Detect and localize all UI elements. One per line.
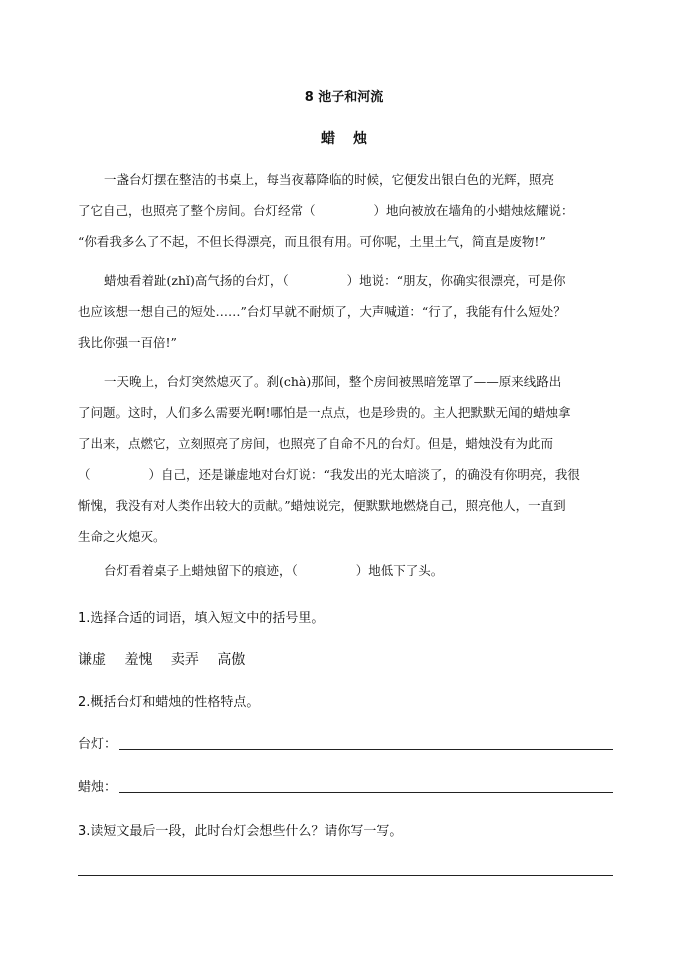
paragraph-line: 我比你强一百倍!” <box>78 335 177 350</box>
text-segment: ）地低下了头。 <box>355 563 444 578</box>
paragraph-line: 一盏台灯摆在整洁的书桌上，每当夜幕降临的时候，它便发出银白色的光辉，照亮 <box>104 172 555 187</box>
paragraph-line: 惭愧，我没有对人类作出较大的贡献。”蜡烛说完，便默默地燃烧自己，照亮他人，一直到 <box>78 498 566 513</box>
lesson-title: 8 池子和河流 <box>304 90 384 105</box>
text-segment: 蜡烛看着趾(zhǐ)高气扬的台灯，（ <box>104 273 289 288</box>
paragraph-3 <box>78 366 623 552</box>
paragraph-line: 了问题。这时，人们多么需要光啊!哪怕是一点点，也是珍贵的。主人把默默无闻的蜡烛拿 <box>78 405 571 420</box>
lamp-label: 台灯： <box>78 737 118 752</box>
lamp-answer-row <box>78 733 613 752</box>
word-option: 高傲 <box>217 652 246 668</box>
word-option: 谦虚 <box>78 652 106 668</box>
text-segment: ）自己，还是谦虚地对台灯说：“我发出的光太暗淡了，的确没有你明亮，我很 <box>148 467 580 482</box>
paragraph-line: 一天晚上，台灯突然熄灭了。刹(chà)那间，整个房间被黑暗笼罩了——原来线路出 <box>104 374 562 389</box>
text-segment: 了它自己，也照亮了整个房间。台灯经常（ <box>78 203 316 218</box>
paragraph-1 <box>78 164 623 257</box>
paragraph-2 <box>78 265 623 358</box>
paragraph-line: “你看我多么了不起，不但长得漂亮，而且很有用。可你呢，土里土气，简直是废物!” <box>78 234 546 249</box>
passage-title: 蜡烛 <box>321 131 385 147</box>
paragraph-line: 也应该想一想自己的短处……”台灯早就不耐烦了，大声喊道：“行了，我能有什么短处？ <box>78 304 566 319</box>
lamp-answer-line[interactable] <box>119 749 613 750</box>
paragraph-line <box>78 555 623 586</box>
candle-answer-row <box>78 776 613 795</box>
paragraph-line <box>78 459 623 490</box>
text-segment: ）地向被放在墙角的小蜡烛炫耀说： <box>373 203 574 218</box>
text-segment: （ <box>78 467 91 482</box>
text-segment: 台灯看着桌子上蜡烛留下的痕迹，（ <box>104 563 298 578</box>
q3-answer-line[interactable] <box>78 875 613 876</box>
question-1: 1.选择合适的词语，填入短文中的括号里。 <box>78 611 325 626</box>
word-option: 卖弄 <box>170 652 199 668</box>
candle-answer-line[interactable] <box>119 792 613 793</box>
paragraph-line: 生命之火熄灭。 <box>78 529 166 544</box>
word-bank <box>78 649 259 669</box>
word-option: 羞愧 <box>124 652 153 668</box>
paragraph-line <box>78 195 623 226</box>
question-2: 2.概括台灯和蜡烛的性格特点。 <box>78 695 260 710</box>
question-3: 3.读短文最后一段，此时台灯会想些什么？请你写一写。 <box>78 824 403 839</box>
paragraph-line <box>78 265 623 296</box>
paragraph-4 <box>78 555 623 586</box>
paragraph-line: 了出来，点燃它，立刻照亮了房间，也照亮了自命不凡的台灯。但是，蜡烛没有为此而 <box>78 436 554 451</box>
text-segment: ）地说：“朋友，你确实很漂亮，可是你 <box>346 273 566 288</box>
candle-label: 蜡烛： <box>78 780 118 795</box>
